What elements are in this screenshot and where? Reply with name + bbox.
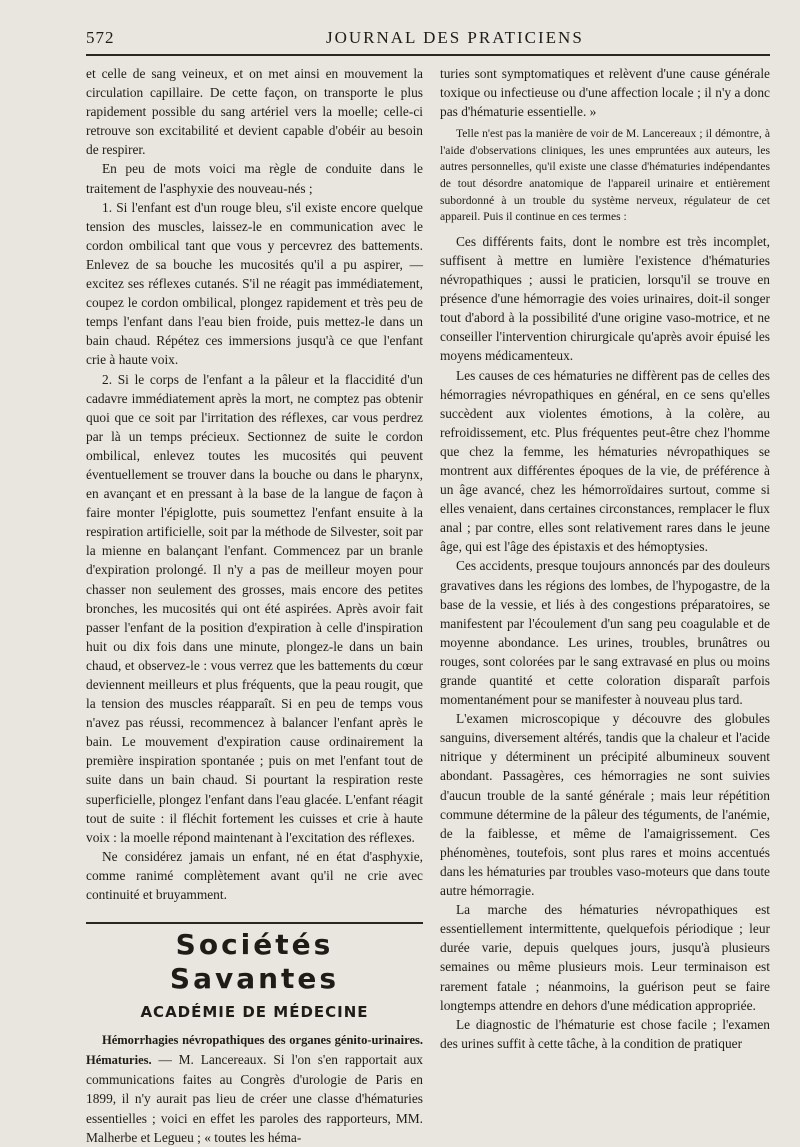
article-text: Si l'on s'en rapportait aux communications faites au Congrès d'urologie de Paris en 1899, il n'y aurait pas lieu de créer une classe d'hématuries essentielles ; voici en effet les paroles des rapporteurs, MM. Malherbe et Legueu ; « toutes les héma- bbox=[86, 1052, 423, 1145]
page-header bbox=[86, 28, 770, 56]
section-banner: Sociétés Savantes bbox=[169, 928, 340, 996]
paragraph: La marche des hématuries névropathiques est essentiellement intermittente, quelquefois périodique ; leur durée varie, depuis quelques jours, jusqu'à plusieurs semaines ou même plusieurs mois. Leur terminaison est rarement fatale ; néanmoins, la guérison peut se faire longtemps attendre en dehors d'une médication appropriée. bbox=[440, 902, 770, 1013]
paragraph: 1. Si l'enfant est d'un rouge bleu, s'il existe encore quelque tension des muscles, laissez-le en communication avec le cordon ombilical tant que vous y percevrez des battements. Enlevez de sa bouche les mucosités qu'il a pu aspirer, — excitez ses réflexes cutanés. S'il ne réagit pas immédiatement, coupez le cordon ombilical, plongez rapidement et très peu de temps l'enfant dans l'eau bien froide, puis mettez-le dans un bain chaud. Répétez ces immersions jusqu'à ce que l'enfant crie à haute voix. bbox=[86, 199, 423, 368]
section-divider bbox=[86, 922, 423, 924]
paragraph: Ces accidents, presque toujours annoncés par des douleurs gravatives dans les régions des lombes, de l'hypogastre, de la base de la vessie, et liés à des congestions préparatoires, se manifestent par l'écoulement d'un sang peu coagulable et de moyenne abondance. Les urines, troubles, brunâtres ou rouges, sont colorées par le sang extravasé en plus ou moins grande quantité et cette coloration disparaît parfois momentanément pour se manifester à nouveau plus tard. bbox=[440, 558, 770, 708]
paragraph: Le diagnostic de l'hématurie est chose facile ; l'examen des urines suffit à cette tâche, à la condition de pratiquer bbox=[440, 1016, 770, 1051]
journal-title: JOURNAL DES PRATICIENS bbox=[326, 28, 584, 47]
paragraph: Les causes de ces hématuries ne diffèrent pas de celles des hémorragies névropathiques en général, en ce sens qu'elles succèdent aux violentes émotions, à la colère, au refroidissement, etc. Plus fréquentes peut-être chez l'homme que chez la femme, les hématuries névropathiques se montrent aux différentes époques de la vie, de préférence à un âge avancé, chez les hémorroïdaires surtout, comme si elles venaient, dans certaines circonstances, remplacer le flux anal ; par contre, elles sont relativement rares dans le jeune âge, qui est l'âge des épistaxis et des hémoptysies. bbox=[440, 367, 770, 555]
article-paragraph bbox=[86, 1030, 423, 1147]
page-number: 572 bbox=[86, 28, 115, 47]
editorial-note: Telle n'est pas la manière de voir de M. Lancereaux ; il démontre, à l'aide d'observations cliniques, les unes empruntées aux auteurs, les autres personnelles, qu'il existe une classe d'hématuries indépendantes de tout désordre anatomique de l'appareil urinaire et entièrement subordonné à un trouble du système nerveux, régulateur de cet appareil. Puis il continue en ces termes : bbox=[440, 127, 770, 224]
paragraph: 2. Si le corps de l'enfant a la pâleur et la flaccidité d'un cadavre immédiatement après la mort, ne comptez pas obtenir quoi que ce soit par l'irritation des réflexes, car vous perdrez par là un temps précieux. Sectionnez de suite le cordon ombilical, enlevez toutes les mucosités qui peuvent éventuellement se trouver dans la bouche ou dans le pharynx, en avançant et en pressant à la base de la langue de façon à faire monter l'épiglotte, puis soumettez l'enfant ensuite à la respiration artificielle, soit par la méthode de Silvester, soit par la mienne en balançant l'enfant. Commencez par un branle d'expiration prolongé. Il n'y a pas de meilleur moyen pour chasser non seulement des grosses, mais encore des petites bronches, les mucosités qui ont été aspirées. Après avoir fait passer l'enfant de la position d'expiration à celle d'inspiration huit ou dix fois dans une minute, plongez-le dans un bain chaud, et observez-le : vous verrez que les battements du cœur deviennent meilleurs et plus fréquents, que la peau rougit, que la tension des muscles réapparaît. Si en peu de temps vous n'avez pas réussi, recommencez à balancer l'enfant après le bain. Le mouvement d'expiration cause ordinairement la première inspiration spontanée ; puis on met l'enfant tout de suite dans un bain chaud. Si pourtant la respiration reste superficielle, plongez l'enfant dans l'eau glacée. L'enfant réagit tout de suite : il fléchit fortement les cuisses et crie à haute voix : la moelle répond maintenant à l'excitation des réflexes. bbox=[86, 371, 423, 845]
paragraph: Ces différents faits, dont le nombre est très incomplet, suffisent à mettre en lumière l'existence d'hématuries névropathiques ; aussi le praticien, lorsqu'il se trouve en présence d'une hémorragie des voies urinaires, doit-il songer tout d'abord à la possibilité d'une origine vaso-motrice, et ne conseiller l'intervention chirurgicale qu'après avoir épuisé les moyens médicamenteux. bbox=[440, 233, 770, 364]
paragraph: Ne considérez jamais un enfant, né en état d'asphyxie, comme ranimé complètement avant qu'il ne crie avec continuité et bruyamment. bbox=[86, 848, 423, 903]
right-column bbox=[440, 64, 770, 1053]
paragraph: En peu de mots voici ma règle de conduite dans le traitement de l'asphyxie des nouveau-nés ; bbox=[86, 161, 423, 196]
paragraph: et celle de sang veineux, et on met ainsi en mouvement la circulation capillaire. De cette façon, on transporte le plus rapidement possible du sang artériel vers la moelle; celle-ci retrouve son excitabilité et devient capable d'obéir au besoin de respirer. bbox=[86, 66, 423, 158]
left-column bbox=[86, 64, 423, 1147]
article-author: — M. Lancereaux. bbox=[158, 1052, 267, 1068]
section-title: ACADÉMIE DE MÉDECINE bbox=[140, 1003, 369, 1022]
paragraph: turies sont symptomatiques et relèvent d'une cause générale toxique ou infectieuse ou d'une affection locale ; il n'y a donc pas d'hématurie essentielle. » bbox=[440, 66, 770, 120]
article-heading: Hémorrhagies névropathiques des organes génito-urinaires. Hématuries. bbox=[86, 1033, 423, 1068]
paragraph: L'examen microscopique y découvre des globules sanguins, diversement altérés, tandis que la chaleur et l'acide nitrique y déterminent un précipité albumineux souvent abondant. Passagères, ces hémorragies ne sont suivies d'aucun trouble de la santé générale ; mais leur répétition commune détermine de la pâleur des téguments, de l'anémie, de la faiblesse, et même de l'amaigrissement. Ces phénomènes, toutefois, sont plus rares et moins accentués dans les hématuries par troubles vaso-moteurs que dans toute autre hémorragie. bbox=[440, 711, 770, 899]
